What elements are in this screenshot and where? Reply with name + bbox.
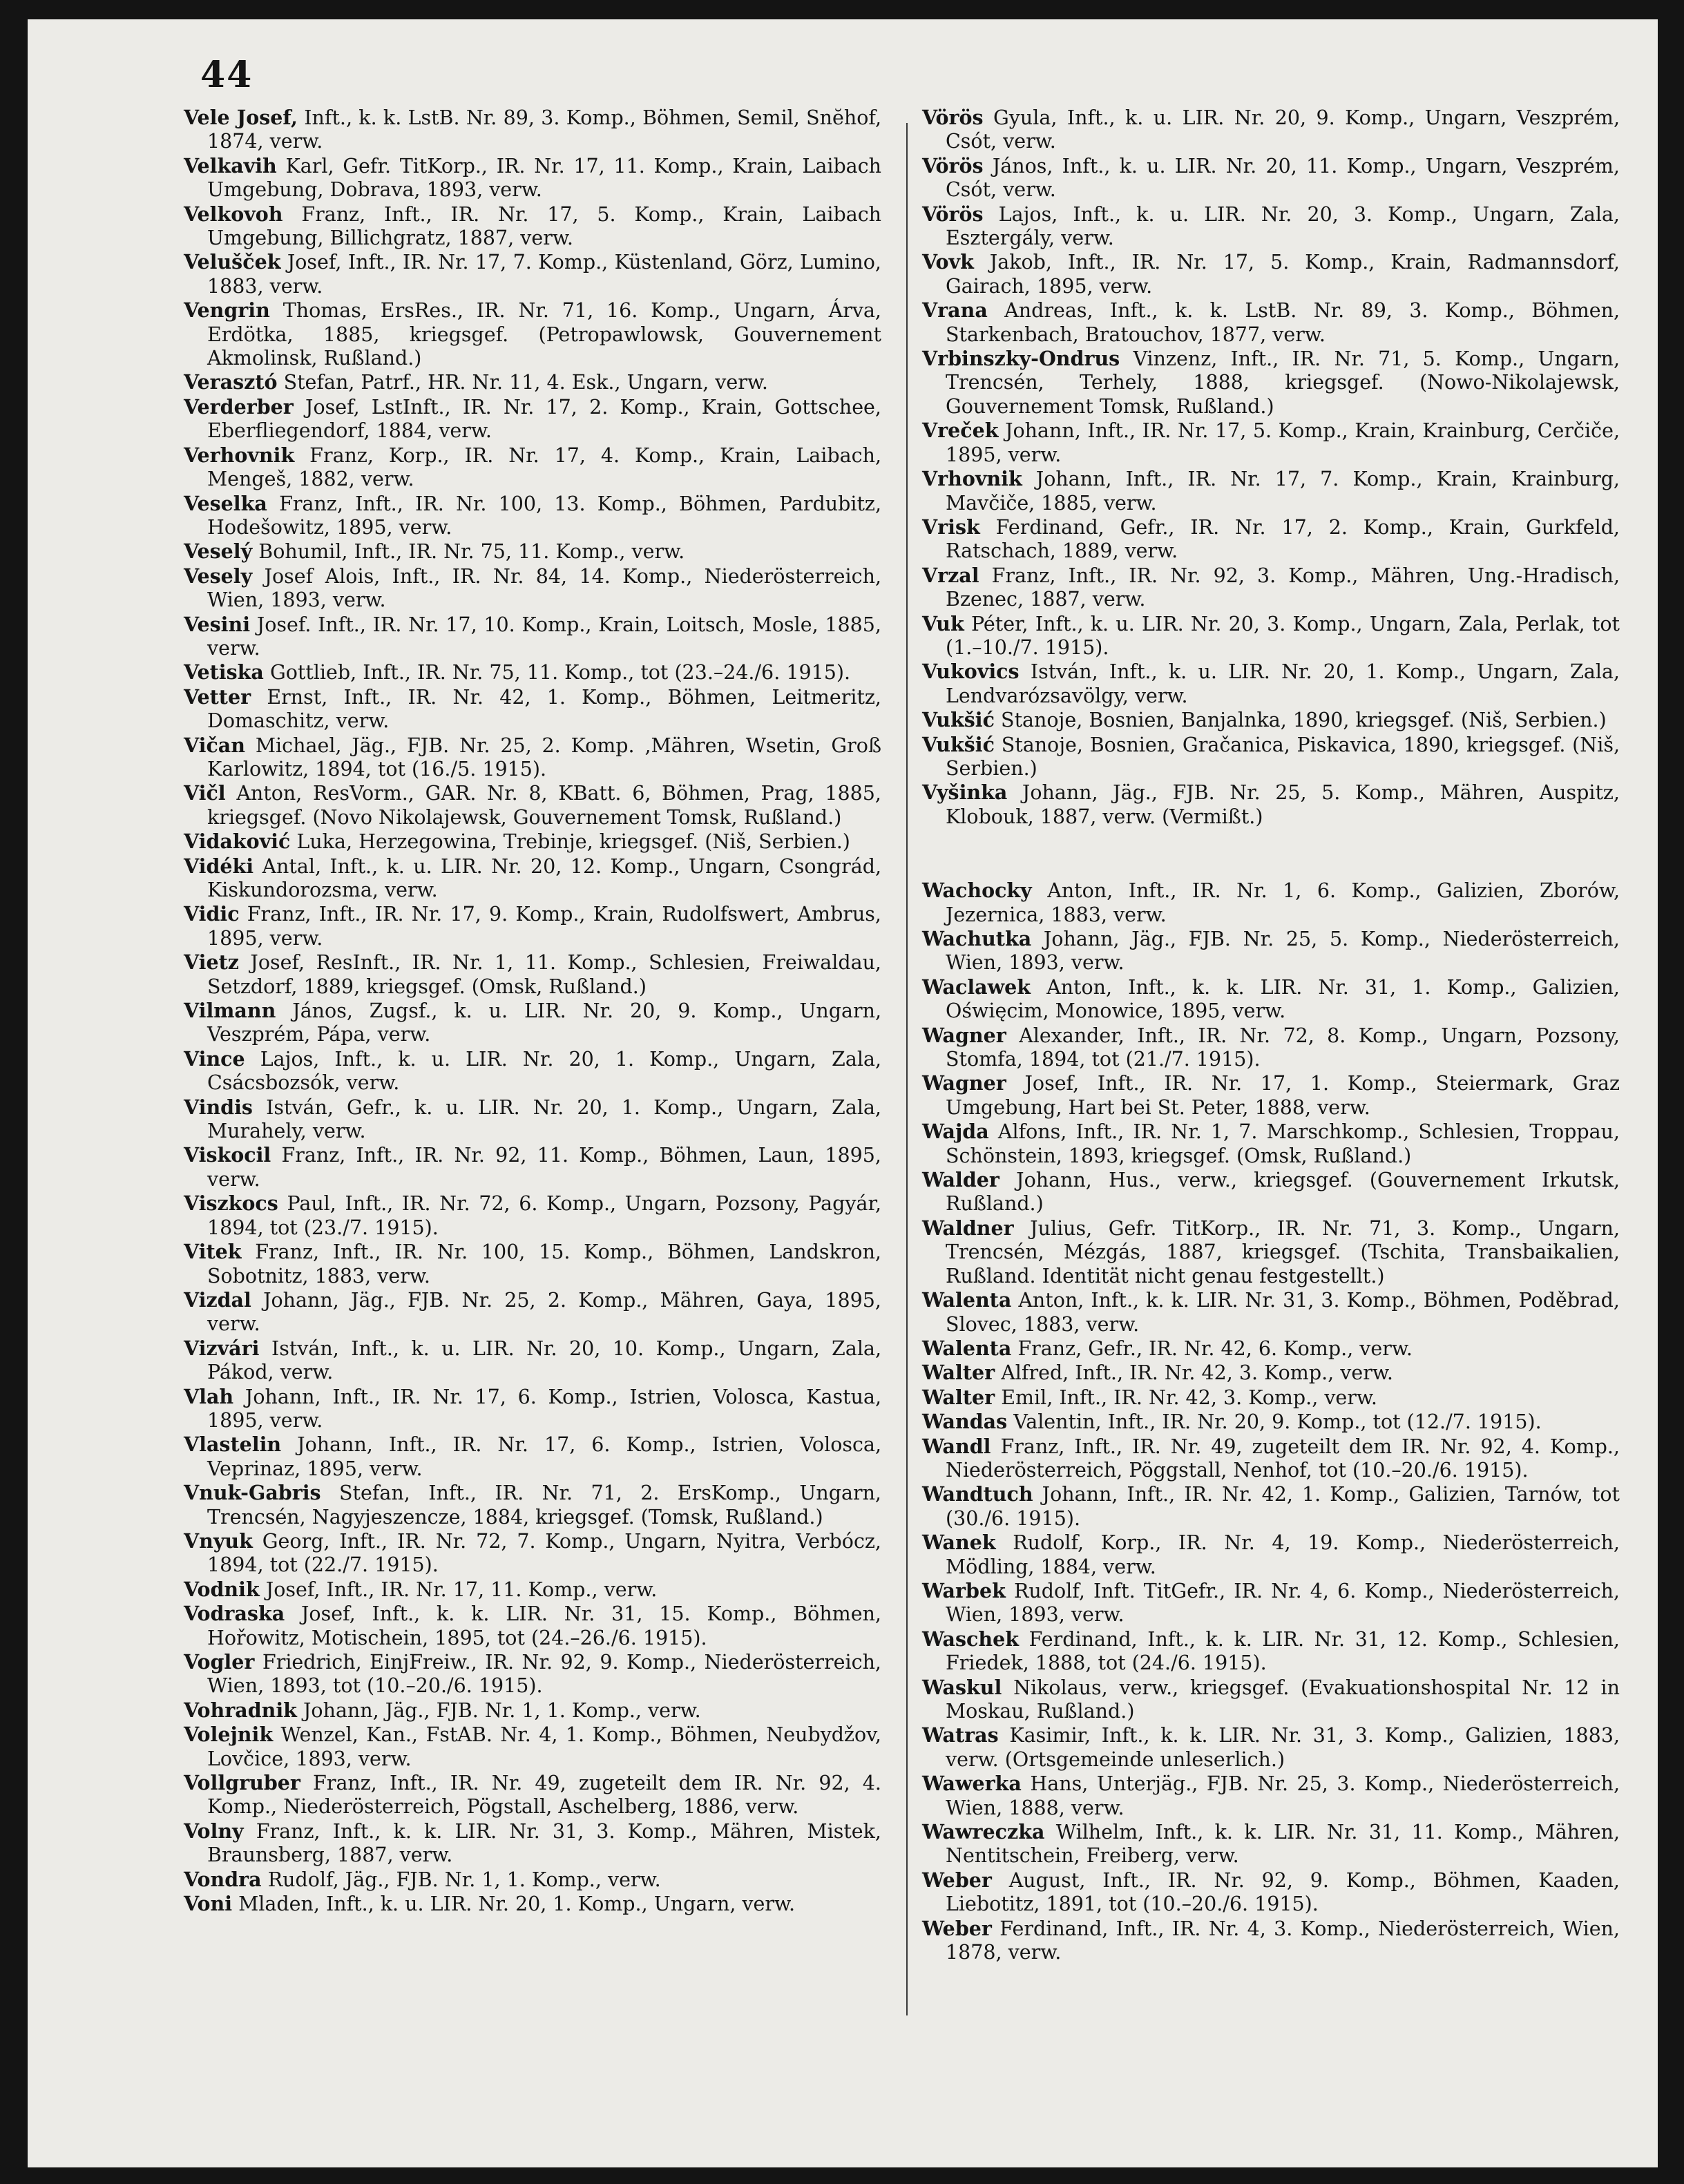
entry-surname: Watras (922, 1723, 999, 1747)
entry-details: Josef, Inft., IR. Nr. 17, 11. Komp., verw. (265, 1578, 658, 1601)
list-entry (184, 1819, 881, 1868)
entry-details: Hans, Unterjäg., FJB. Nr. 25, 3. Komp., Niederösterreich, Wien, 1888, verw. (946, 1772, 1620, 1819)
list-entry (184, 1143, 881, 1191)
list-entry (184, 492, 881, 540)
entry-details: János, Zugsf., k. u. LIR. Nr. 20, 9. Komp., Ungarn, Veszprém, Pápa, verw. (207, 999, 881, 1046)
entry-surname: Vörös (922, 106, 984, 129)
list-entry (184, 1529, 881, 1578)
entry-surname: Vukovics (922, 660, 1020, 684)
entry-surname: Vyšinka (922, 780, 1008, 805)
entry-surname: Verderber (184, 394, 294, 419)
entry-details: Franz, Gefr., IR. Nr. 42, 6. Komp., verw. (1017, 1337, 1413, 1360)
entry-details: Josef, Inft., k. k. LIR. Nr. 31, 15. Komp., Böhmen, Hořowitz, Motischein, 1895, tot (24.–26./6. 1915). (207, 1602, 881, 1649)
list-entry (922, 1120, 1620, 1168)
list-entry (184, 1868, 881, 1892)
list-entry (184, 854, 881, 903)
list-entry (184, 1698, 881, 1723)
entry-surname: Vince (184, 1046, 245, 1071)
entry-details: István, Inft., k. u. LIR. Nr. 20, 10. Komp., Ungarn, Zala, Pákod, verw. (207, 1337, 882, 1384)
list-entry (922, 106, 1620, 154)
entry-surname: Vele Josef, (184, 106, 298, 129)
entry-surname: Wawerka (922, 1772, 1022, 1796)
entry-surname: Waldner (922, 1216, 1014, 1240)
list-entry (184, 613, 881, 661)
list-entry (922, 1531, 1620, 1579)
list-entry (184, 1047, 881, 1095)
list-entry (184, 298, 881, 370)
entry-details: Alexander, Inft., IR. Nr. 72, 8. Komp., Ungarn, Pozsony, Stomfa, 1894, tot (21./7. 1915). (946, 1024, 1620, 1071)
entry-details: Franz, Inft., IR. Nr. 17, 9. Komp., Krain, Rudolfswert, Ambrus, 1895, verw. (207, 903, 881, 950)
entry-surname: Walenta (922, 1288, 1012, 1312)
list-entry (184, 395, 881, 443)
list-entry (184, 1723, 881, 1771)
list-entry (922, 708, 1620, 732)
list-entry (184, 999, 881, 1047)
entry-surname: Vlastelin (184, 1433, 282, 1457)
list-entry (922, 1435, 1620, 1483)
entry-details: Mladen, Inft., k. u. LIR. Nr. 20, 1. Komp., Ungarn, verw. (238, 1893, 796, 1916)
entry-surname: Vindis (184, 1095, 253, 1119)
list-entry (922, 1820, 1620, 1868)
entry-details: Stefan, Inft., IR. Nr. 71, 2. ErsKomp., Ungarn, Trencsén, Nagyjeszencze, 1884, kriegsgef. (Tomsk, Rußland.) (207, 1482, 881, 1529)
entry-surname: Vetter (184, 684, 251, 709)
entry-surname: Vidic (184, 902, 240, 926)
entry-surname: Wagner (922, 1023, 1006, 1047)
entry-details: Lajos, Inft., k. u. LIR. Nr. 20, 3. Komp., Ungarn, Zala, Esztergály, verw. (946, 202, 1620, 250)
entry-details: Kasimir, Inft., k. k. LIR. Nr. 31, 3. Komp., Galizien, 1883, verw. (Ortsgemeinde unleserlich.) (946, 1724, 1620, 1771)
entry-surname: Vičan (184, 733, 245, 757)
entry-details: Josef, ResInft., IR. Nr. 1, 11. Komp., Schlesien, Freiwaldau, Setzdorf, 1889, kriegsgef. (Omsk, Rußland.) (207, 951, 881, 998)
list-entry (184, 830, 881, 854)
list-entry (184, 734, 881, 782)
entry-surname: Waskul (922, 1675, 1002, 1699)
list-entry (922, 467, 1620, 515)
list-entry (184, 1191, 881, 1240)
entry-details: Thomas, ErsRes., IR. Nr. 71, 16. Komp., Ungarn, Árva, Erdötka, 1885, kriegsgef. (Petropawlowsk, Gouvernement Akmolinsk, Rußland.) (207, 299, 881, 370)
entry-details: Rudolf, Korp., IR. Nr. 4, 19. Komp., Niederösterreich, Mödling, 1884, verw. (946, 1531, 1620, 1578)
entry-surname: Verasztó (184, 370, 278, 394)
entry-surname: Vietz (184, 950, 239, 975)
list-entry (922, 1627, 1620, 1676)
entry-details: Anton, Inft., k. k. LIR. Nr. 31, 3. Komp., Böhmen, Poděbrad, Slovec, 1883, verw. (946, 1289, 1620, 1336)
entry-surname: Vilmann (184, 999, 276, 1023)
list-entry (184, 154, 881, 202)
entry-details: Stefan, Patrf., HR. Nr. 11, 4. Esk., Ungarn, verw. (283, 371, 768, 394)
entry-details: Johann, Inft., IR. Nr. 17, 6. Komp., Istrien, Volosca, Veprinaz, 1895, verw. (207, 1433, 882, 1480)
list-entry (922, 1386, 1620, 1410)
entry-surname: Vizvári (184, 1336, 260, 1360)
entry-details: Inft., k. k. LstB. Nr. 89, 3. Komp., Böhmen, Semil, Snĕhof, 1874, verw. (207, 106, 882, 153)
entry-surname: Vukšić (922, 708, 995, 732)
entry-surname: Vesely (184, 564, 253, 588)
entry-surname: Vetiska (184, 660, 264, 684)
entry-details: Franz, Korp., IR. Nr. 17, 4. Komp., Krain, Laibach, Mengeš, 1882, verw. (207, 443, 882, 491)
entry-details: Johann, Inft., IR. Nr. 17, 6. Komp., Istrien, Volosca, Kastua, 1895, verw. (207, 1385, 882, 1432)
entry-surname: Vlah (184, 1384, 234, 1408)
entry-details: Anton, Inft., k. k. LIR. Nr. 31, 1. Komp., Galizien, Oświęcim, Monowice, 1895, verw. (946, 975, 1620, 1023)
entry-surname: Wachocky (922, 879, 1032, 903)
entry-details: Franz, Inft., IR. Nr. 49, zugeteilt dem IR. Nr. 92, 4. Komp., Niederösterreich, Pögstall, Aschelberg, 1886, verw. (207, 1772, 881, 1819)
entry-details: Franz, Inft., IR. Nr. 100, 13. Komp., Böhmen, Pardubitz, Hodešowitz, 1895, verw. (207, 492, 882, 539)
entry-details: Julius, Gefr. TitKorp., IR. Nr. 71, 3. Komp., Ungarn, Trencsén, Mézgás, 1887, kriegsgef. (Tschita, Transbaikalien, Rußland. Identität nicht genau festgestellt.) (946, 1216, 1620, 1287)
entry-surname: Wandl (922, 1434, 991, 1458)
entry-surname: Vesini (184, 612, 251, 636)
entry-surname: Vičl (184, 781, 226, 805)
entry-details: Luka, Herzegowina, Trebinje, kriegsgef. (Niš, Serbien.) (296, 830, 850, 854)
entry-details: István, Inft., k. u. LIR. Nr. 20, 1. Komp., Ungarn, Zala, Lendvarózsavölgy, verw. (946, 660, 1620, 707)
entry-surname: Vörös (922, 202, 984, 226)
list-entry (184, 443, 881, 492)
entry-surname: Vrbinszky-Ondrus (922, 347, 1120, 371)
entry-surname: Vondra (184, 1867, 262, 1891)
list-entry (184, 781, 881, 830)
entry-surname: Weber (922, 1868, 992, 1892)
entry-details: Johann, Jäg., FJB. Nr. 25, 2. Komp., Mähren, Gaya, 1895, verw. (207, 1288, 881, 1336)
entry-details: Franz, Inft., IR. Nr. 100, 15. Komp., Böhmen, Landskron, Sobotnitz, 1883, verw. (207, 1241, 881, 1287)
list-entry (922, 780, 1620, 829)
list-entry (184, 564, 881, 613)
entry-surname: Velušček (184, 250, 281, 274)
list-entry (922, 733, 1620, 781)
section-gap (922, 829, 1620, 879)
entry-surname: Viskocil (184, 1143, 271, 1167)
list-entry (184, 539, 881, 564)
entry-surname: Volejnik (184, 1723, 274, 1747)
entry-details: Karl, Gefr. TitKorp., IR. Nr. 17, 11. Komp., Krain, Laibach Umgebung, Dobrava, 1893, verw. (207, 154, 881, 202)
list-entry (922, 298, 1620, 347)
entry-surname: Vodraska (184, 1602, 285, 1626)
list-entry (922, 250, 1620, 298)
list-entry (184, 202, 881, 251)
list-entry (922, 1868, 1620, 1917)
entry-surname: Vrhovnik (922, 467, 1022, 491)
entry-details: Antal, Inft., k. u. LIR. Nr. 20, 12. Komp., Ungarn, Csongrád, Kiskundorozsma, verw. (207, 854, 882, 901)
entry-details: Ferdinand, Inft., IR. Nr. 4, 3. Komp., Niederösterreich, Wien, 1878, verw. (946, 1917, 1620, 1964)
column-divider (906, 123, 908, 2015)
list-entry (922, 1772, 1620, 1820)
entry-surname: Vovk (922, 250, 974, 274)
entry-details: Gyula, Inft., k. u. LIR. Nr. 20, 9. Komp., Ungarn, Veszprém, Csót, verw. (946, 106, 1620, 153)
entry-details: Stanoje, Bosnien, Gračanica, Piskavica, 1890, kriegsgef. (Niš, Serbien.) (946, 733, 1620, 780)
entry-details: Josef, Inft., IR. Nr. 17, 1. Komp., Steiermark, Graz Umgebung, Hart bei St. Peter, 1888, verw. (946, 1072, 1620, 1119)
list-entry (184, 250, 881, 298)
entry-surname: Waschek (922, 1627, 1019, 1651)
entry-details: Rudolf, Inft. TitGefr., IR. Nr. 4, 6. Komp., Niederösterreich, Wien, 1893, verw. (946, 1579, 1620, 1627)
entry-details: Anton, Inft., IR. Nr. 1, 6. Komp., Galizien, Zborów, Jezernica, 1883, verw. (946, 879, 1620, 926)
document-page (28, 19, 1658, 2167)
entry-details: Johann, Jäg., FJB. Nr. 1, 1. Komp., verw. (303, 1698, 701, 1722)
list-entry (922, 1071, 1620, 1120)
entry-surname: Velkavih (184, 153, 277, 178)
entry-surname: Wandtuch (922, 1482, 1033, 1506)
list-entry (184, 1771, 881, 1819)
entry-details: Ferdinand, Inft., k. k. LIR. Nr. 31, 12. Komp., Schlesien, Friedek, 1888, tot (24./6. 1915). (946, 1627, 1620, 1675)
entry-surname: Wawreczka (922, 1820, 1045, 1844)
list-entry (922, 879, 1620, 927)
entry-details: August, Inft., IR. Nr. 92, 9. Komp., Böhmen, Kaaden, Liebotitz, 1891, tot (10.–20./6. 1915). (946, 1868, 1620, 1916)
entry-details: Josef. Inft., IR. Nr. 17, 10. Komp., Krain, Loitsch, Mosle, 1885, verw. (207, 613, 881, 660)
list-entry (922, 1216, 1620, 1288)
entry-surname: Vohradnik (184, 1698, 297, 1722)
list-entry (184, 1385, 881, 1433)
entry-details: Emil, Inft., IR. Nr. 42, 3. Komp., verw. (1001, 1386, 1377, 1409)
entry-details: Johann, Inft., IR. Nr. 17, 7. Komp., Krain, Krainburg, Mavčiče, 1885, verw. (946, 468, 1620, 515)
entry-details: Anton, ResVorm., GAR. Nr. 8, KBatt. 6, Böhmen, Prag, 1885, kriegsgef. (Novo Nikolajewsk, Gouvernement Tomsk, Rußland.) (207, 782, 881, 829)
list-entry (922, 1410, 1620, 1434)
list-entry (184, 1240, 881, 1288)
entry-surname: Vitek (184, 1240, 242, 1264)
list-entry (922, 975, 1620, 1024)
list-entry (922, 660, 1620, 708)
list-entry (922, 1024, 1620, 1072)
list-entry (922, 1676, 1620, 1724)
entry-surname: Voni (184, 1892, 233, 1916)
entry-details: Valentin, Inft., IR. Nr. 20, 9. Komp., tot (12./7. 1915). (1013, 1410, 1542, 1434)
page-number: 44 (200, 54, 253, 96)
entry-details: Josef, Inft., IR. Nr. 17, 7. Komp., Küstenland, Görz, Lumino, 1883, verw. (207, 251, 881, 298)
list-entry (922, 1361, 1620, 1385)
entry-details: Franz, Inft., IR. Nr. 92, 3. Komp., Mähren, Ung.-Hradisch, Bzenec, 1887, verw. (946, 564, 1620, 611)
entry-surname: Veselka (184, 491, 267, 515)
entry-details: Josef Alois, Inft., IR. Nr. 84, 14. Komp., Niederösterreich, Wien, 1893, verw. (207, 564, 881, 612)
entry-surname: Vogler (184, 1650, 255, 1674)
list-entry (184, 1481, 881, 1529)
entry-surname: Waclawek (922, 975, 1031, 999)
entry-details: Vinzenz, Inft., IR. Nr. 71, 5. Komp., Ungarn, Trencsén, Terhely, 1888, kriegsgef. (Nowo-Nikolajewsk, Gouvernement Tomsk, Rußland.) (946, 347, 1620, 418)
list-entry (922, 1482, 1620, 1531)
entry-surname: Vrana (922, 298, 988, 323)
list-entry (184, 1095, 881, 1144)
list-entry (184, 1578, 881, 1602)
entry-details: Johann, Jäg., FJB. Nr. 25, 5. Komp., Mähren, Auspitz, Klobouk, 1887, verw. (Vermißt.) (946, 781, 1620, 828)
entry-surname: Vrisk (922, 515, 980, 539)
list-entry (184, 660, 881, 684)
list-entry (922, 202, 1620, 251)
entry-details: Nikolaus, verw., kriegsgef. (Evakuationshospital Nr. 12 in Moskau, Rußland.) (946, 1676, 1620, 1723)
entry-surname: Wajda (922, 1120, 989, 1144)
entry-details: Wilhelm, Inft., k. k. LIR. Nr. 31, 11. Komp., Mähren, Nentitschein, Freiberg, verw. (946, 1821, 1620, 1868)
entry-surname: Vörös (922, 153, 984, 178)
entry-details: Friedrich, EinjFreiw., IR. Nr. 92, 9. Komp., Niederösterreich, Wien, 1893, tot (10.–20./6. 1915). (207, 1651, 881, 1698)
list-entry (184, 1650, 881, 1698)
list-entry (184, 1288, 881, 1337)
entry-surname: Vizdal (184, 1287, 251, 1312)
entry-surname: Wandas (922, 1410, 1008, 1434)
entry-surname: Wagner (922, 1071, 1006, 1095)
entry-surname: Walder (922, 1168, 999, 1192)
list-entry (184, 1433, 881, 1481)
entry-surname: Vidéki (184, 854, 254, 878)
list-entry (922, 1288, 1620, 1337)
list-entry (184, 950, 881, 999)
entry-surname: Velkovoh (184, 202, 283, 226)
entry-details: Ferdinand, Gefr., IR. Nr. 17, 2. Komp., Krain, Gurkfeld, Ratschach, 1889, verw. (946, 515, 1620, 563)
right-column (922, 106, 1620, 1964)
entry-details: Johann, Inft., IR. Nr. 42, 1. Komp., Galizien, Tarnów, tot (30./6. 1915). (946, 1483, 1620, 1530)
entry-details: Jakob, Inft., IR. Nr. 17, 5. Komp., Krain, Radmannsdorf, Gairach, 1895, verw. (946, 251, 1620, 298)
list-entry (184, 685, 881, 734)
entry-details: Franz, Inft., IR. Nr. 49, zugeteilt dem IR. Nr. 92, 4. Komp., Niederösterreich, Pöggstall, Nenhof, tot (10.–20./6. 1915). (946, 1435, 1620, 1482)
list-entry (184, 1892, 881, 1916)
entry-surname: Wachutka (922, 927, 1032, 950)
entry-details: Rudolf, Jäg., FJB. Nr. 1, 1. Komp., verw. (267, 1868, 661, 1891)
list-entry (184, 370, 881, 394)
entry-surname: Vnyuk (184, 1529, 253, 1553)
entry-details: Ernst, Inft., IR. Nr. 42, 1. Komp., Böhmen, Leitmeritz, Domaschitz, verw. (207, 685, 881, 733)
entry-details: Franz, Inft., k. k. LIR. Nr. 31, 3. Komp., Mähren, Mistek, Braunsberg, 1887, verw. (207, 1819, 881, 1867)
list-entry (922, 419, 1620, 467)
list-entry (922, 927, 1620, 975)
list-entry (184, 902, 881, 950)
entry-surname: Warbek (922, 1578, 1006, 1602)
entry-details: Georg, Inft., IR. Nr. 72, 7. Komp., Ungarn, Nyitra, Verbócz, 1894, tot (22./7. 1915). (207, 1529, 881, 1577)
entry-surname: Walter (922, 1385, 995, 1409)
entry-details: Alfred, Inft., IR. Nr. 42, 3. Komp., verw. (1001, 1361, 1393, 1385)
list-entry (922, 1337, 1620, 1361)
entry-details: Bohumil, Inft., IR. Nr. 75, 11. Komp., verw. (258, 540, 685, 564)
entry-details: Péter, Inft., k. u. LIR. Nr. 20, 3. Komp., Ungarn, Zala, Perlak, tot (1.–10./7. 1915). (946, 612, 1620, 659)
entry-details: Johann, Hus., verw., kriegsgef. (Gouvernement Irkutsk, Rußland.) (946, 1169, 1620, 1216)
entry-surname: Vreček (922, 419, 999, 443)
list-entry (184, 106, 881, 154)
entry-surname: Vodnik (184, 1577, 260, 1601)
list-entry (184, 1602, 881, 1650)
entry-surname: Walenta (922, 1336, 1012, 1360)
entry-details: Paul, Inft., IR. Nr. 72, 6. Komp., Ungarn, Pozsony, Pagyár, 1894, tot (23./7. 1915). (207, 1192, 882, 1239)
entry-surname: Volny (184, 1819, 244, 1843)
entry-surname: Veselý (184, 539, 253, 564)
list-entry (184, 1337, 881, 1385)
entry-surname: Vrzal (922, 563, 979, 587)
entry-surname: Weber (922, 1916, 992, 1940)
entry-surname: Vuk (922, 611, 964, 635)
list-entry (922, 564, 1620, 612)
entry-details: Josef, LstInft., IR. Nr. 17, 2. Komp., Krain, Gottschee, Eberfliegendorf, 1884, verw. (207, 395, 881, 443)
entry-details: Franz, Inft., IR. Nr. 92, 11. Komp., Böhmen, Laun, 1895, verw. (207, 1144, 881, 1191)
entry-surname: Vnuk-Gabris (184, 1481, 321, 1505)
entry-details: Michael, Jäg., FJB. Nr. 25, 2. Komp. ,Mähren, Wsetin, Groß Karlowitz, 1894, tot (16./5. 1915). (207, 734, 881, 780)
list-entry (922, 515, 1620, 564)
entry-details: István, Gefr., k. u. LIR. Nr. 20, 1. Komp., Ungarn, Zala, Murahely, verw. (207, 1095, 881, 1143)
list-entry (922, 347, 1620, 419)
entry-details: Franz, Inft., IR. Nr. 17, 5. Komp., Krain, Laibach Umgebung, Billichgratz, 1887, verw. (207, 202, 882, 250)
entry-surname: Vollgruber (184, 1771, 300, 1795)
entry-surname: Vidaković (184, 830, 291, 854)
entry-details: Andreas, Inft., k. k. LstB. Nr. 89, 3. Komp., Böhmen, Starkenbach, Bratouchov, 1877, verw. (946, 299, 1620, 346)
entry-details: Wenzel, Kan., FstAB. Nr. 4, 1. Komp., Böhmen, Neubydžov, Lovčice, 1893, verw. (207, 1723, 881, 1770)
left-column (184, 106, 881, 1916)
entry-details: Lajos, Inft., k. u. LIR. Nr. 20, 1. Komp., Ungarn, Zala, Csácsbozsók, verw. (207, 1047, 882, 1095)
entry-details: Alfons, Inft., IR. Nr. 1, 7. Marschkomp., Schlesien, Troppau, Schönstein, 1893, kriegsgef. (Omsk, Rußland.) (946, 1120, 1620, 1167)
list-entry (922, 1917, 1620, 1965)
entry-surname: Viszkocs (184, 1191, 278, 1216)
entry-details: János, Inft., k. u. LIR. Nr. 20, 11. Komp., Ungarn, Veszprém, Csót, verw. (946, 154, 1620, 202)
entry-surname: Verhovnik (184, 443, 295, 467)
list-entry (922, 1579, 1620, 1627)
list-entry (922, 154, 1620, 202)
entry-surname: Walter (922, 1361, 995, 1385)
entry-surname: Vengrin (184, 298, 270, 323)
entry-surname: Wanek (922, 1531, 996, 1555)
entry-details: Stanoje, Bosnien, Banjalnka, 1890, kriegsgef. (Niš, Serbien.) (1001, 709, 1607, 732)
entry-details: Johann, Jäg., FJB. Nr. 25, 5. Komp., Niederösterreich, Wien, 1893, verw. (946, 928, 1620, 975)
entry-details: Gottlieb, Inft., IR. Nr. 75, 11. Komp., tot (23.–24./6. 1915). (269, 661, 851, 684)
list-entry (922, 1168, 1620, 1216)
list-entry (922, 1723, 1620, 1772)
list-entry (922, 612, 1620, 660)
entry-surname: Vukšić (922, 732, 995, 756)
entry-details: Johann, Inft., IR. Nr. 17, 5. Komp., Krain, Krainburg, Cerčiče, 1895, verw. (946, 419, 1620, 466)
